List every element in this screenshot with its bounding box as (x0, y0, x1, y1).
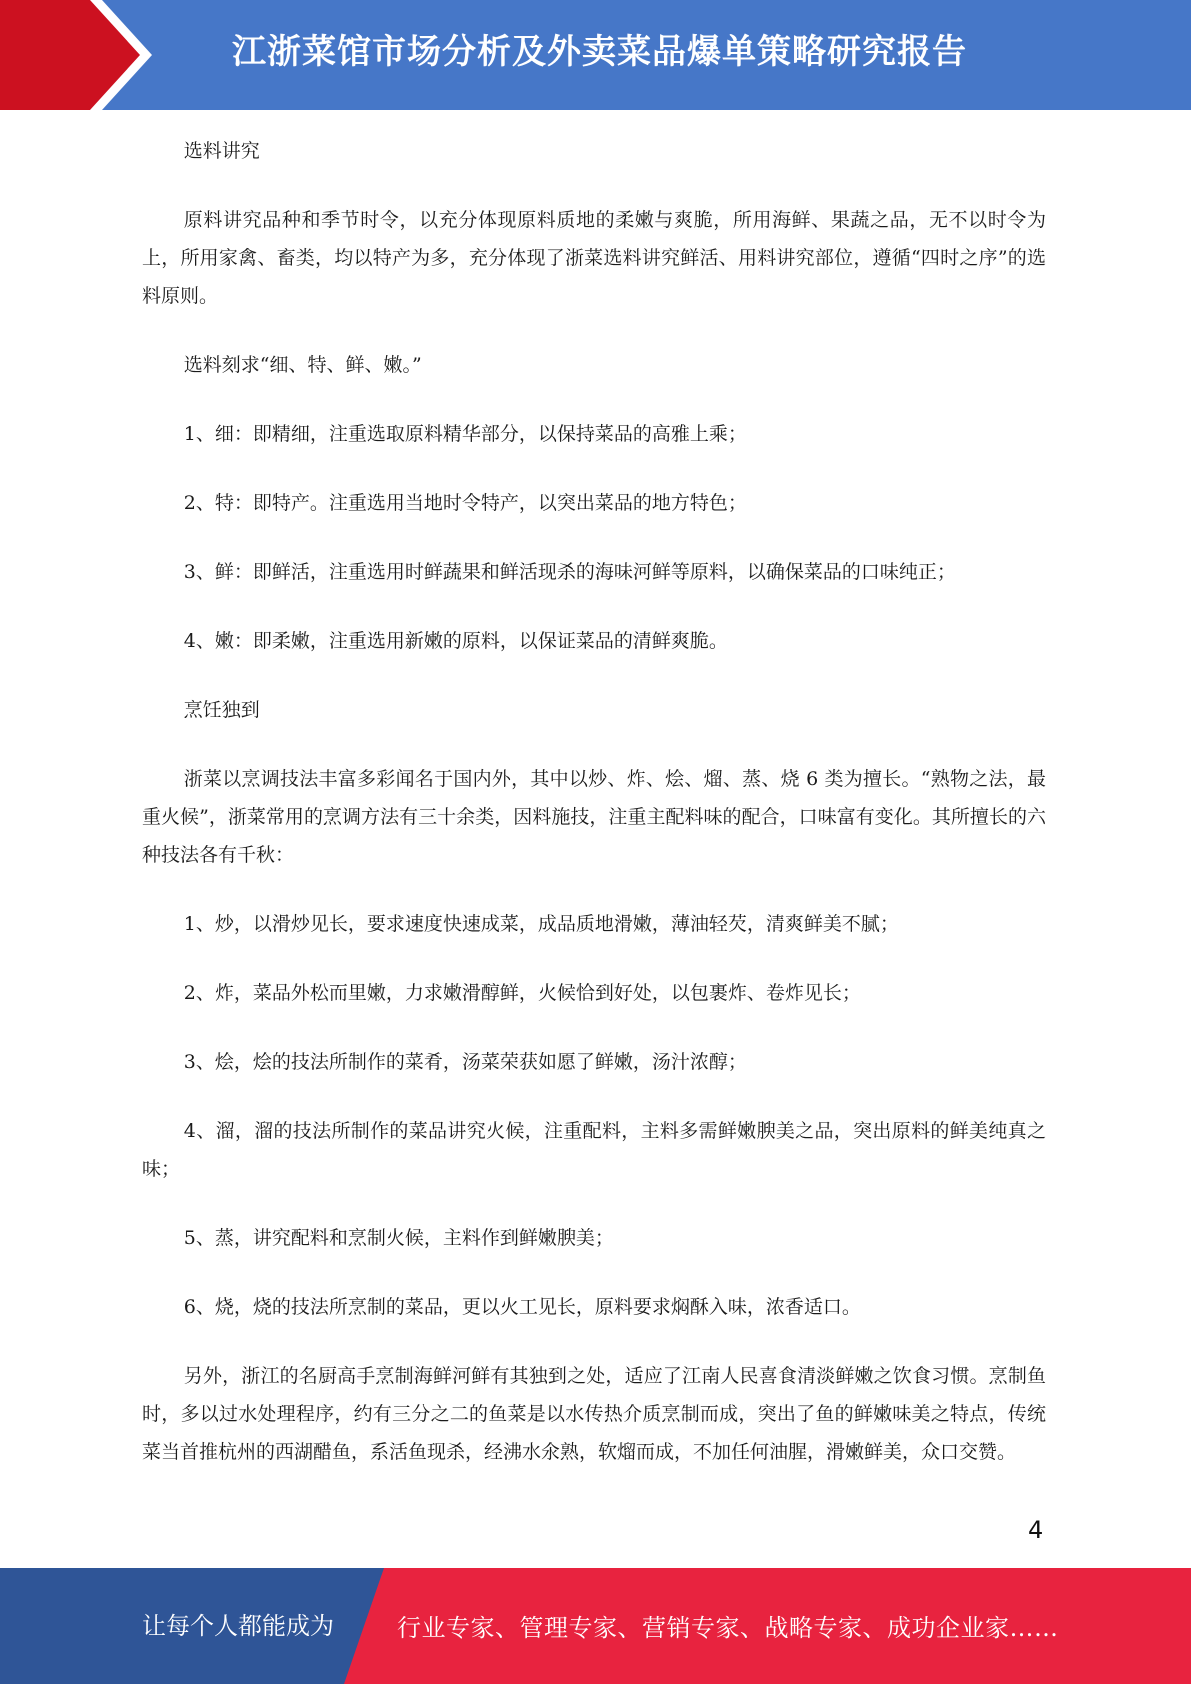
list-item: 4、溜，溜的技法所制作的菜品讲究火候，注重配料，主料多需鲜嫩腴美之品，突出原料的鲜美纯真之味； (142, 1120, 1046, 1180)
paragraph: 选料刻求“细、特、鲜、嫩。” (183, 354, 422, 376)
list-item: 2、特：即特产。注重选用当地时令特产，以突出菜品的地方特色； (183, 492, 747, 514)
footer-slogan-left: 让每个人都能成为 (142, 1612, 334, 1640)
list-item: 1、炒，以滑炒见长，要求速度快速成菜，成品质地滑嫩，薄油轻芡，清爽鲜美不腻； (183, 913, 899, 935)
list-item: 3、烩，烩的技法所制作的菜肴，汤菜荣获如愿了鲜嫩，汤汁浓醇； (183, 1051, 747, 1073)
list-item: 5、蒸，讲究配料和烹制火候，主料作到鲜嫩腴美； (183, 1227, 614, 1249)
section-heading-ingredients: 选料讲究 (183, 140, 260, 162)
section-heading-cooking: 烹饪独到 (183, 699, 260, 721)
paragraph: 浙菜以烹调技法丰富多彩闻名于国内外，其中以炒、炸、烩、熘、蒸、烧 6 类为擅长。“熟物之法，最重火候”，浙菜常用的烹调方法有三十余类，因料施技，注重主配料味的配合，口味富有变化。其所擅长的六种技法各有千秋： (142, 768, 1046, 866)
document-body (142, 132, 1046, 1502)
report-title: 江浙菜馆市场分析及外卖菜品爆单策略研究报告 (232, 32, 967, 72)
paragraph: 原料讲究品种和季节时令，以充分体现原料质地的柔嫩与爽脆，所用海鲜、果蔬之品，无不以时令为上，所用家禽、畜类，均以特产为多，充分体现了浙菜选料讲究鲜活、用料讲究部位，遵循“四时之序”的选料原则。 (142, 209, 1046, 307)
report-footer (0, 1568, 1191, 1684)
list-item: 6、烧，烧的技法所烹制的菜品，更以火工见长，原料要求焖酥入味，浓香适口。 (183, 1296, 861, 1318)
report-header (0, 0, 1191, 110)
paragraph: 另外，浙江的名厨高手烹制海鲜河鲜有其独到之处，适应了江南人民喜食清淡鲜嫩之饮食习惯。烹制鱼时，多以过水处理程序，约有三分之二的鱼菜是以水传热介质烹制而成，突出了鱼的鲜嫩味美之特点，传统菜当首推杭州的西湖醋鱼，系活鱼现杀，经沸水氽熟，软熘而成，不加任何油腥，滑嫩鲜美，众口交赞。 (142, 1365, 1046, 1463)
list-item: 1、细：即精细，注重选取原料精华部分，以保持菜品的高雅上乘； (183, 423, 747, 445)
list-item: 4、嫩：即柔嫩，注重选用新嫩的原料，以保证菜品的清鲜爽脆。 (183, 630, 728, 652)
list-item: 3、鲜：即鲜活，注重选用时鲜蔬果和鲜活现杀的海味河鲜等原料，以确保菜品的口味纯正； (183, 561, 956, 583)
page-number: 4 (1028, 1516, 1044, 1544)
footer-slogan-right: 行业专家、管理专家、营销专家、战略专家、成功企业家…… (397, 1614, 1059, 1642)
list-item: 2、炸，菜品外松而里嫩，力求嫩滑醇鲜，火候恰到好处，以包裹炸、卷炸见长； (183, 982, 861, 1004)
